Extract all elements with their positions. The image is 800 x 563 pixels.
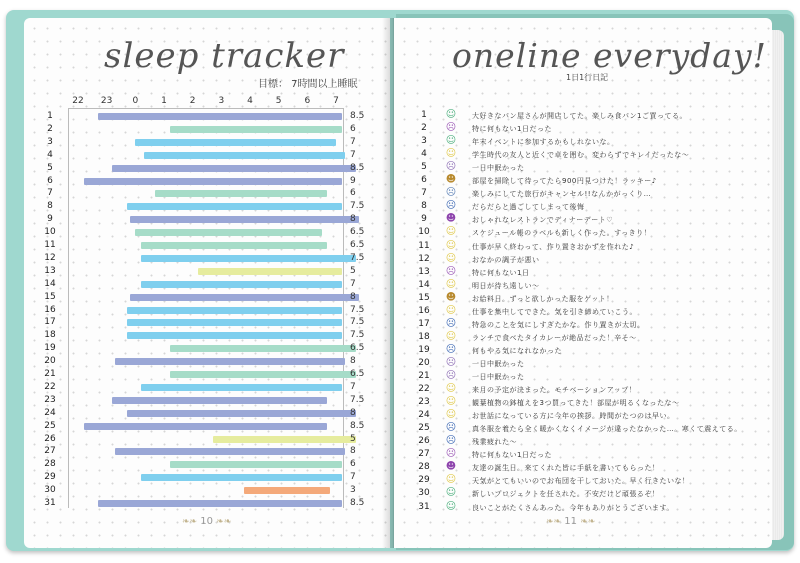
sleep-bar bbox=[135, 229, 321, 236]
day-label: 16 bbox=[44, 304, 56, 315]
mood-face-icon: ☹ bbox=[445, 356, 457, 368]
mood-face-icon: ☺ bbox=[445, 226, 457, 238]
mood-face-icon: ☺ bbox=[445, 148, 457, 160]
diary-entry-text: 観葉植物の鉢植えを3つ買ってきた！部屋が明るくなったな〜 bbox=[472, 399, 680, 408]
day-label: 4 bbox=[47, 149, 53, 160]
day-label: 8 bbox=[47, 201, 53, 212]
sleep-hours-value: 7 bbox=[350, 472, 356, 483]
sleep-bar bbox=[141, 281, 342, 288]
day-label: 10 bbox=[44, 227, 56, 238]
chart-top-line bbox=[68, 108, 344, 109]
sleep-hours-value: 9 bbox=[350, 175, 356, 186]
sleep-hours-value: 8.5 bbox=[350, 111, 365, 121]
sleep-bar bbox=[127, 332, 342, 339]
diary-entry-text: 仕事が早く終わって、作り置きおかずを作れた♪ bbox=[472, 242, 635, 251]
sleep-bar bbox=[155, 190, 327, 197]
day-label: 21 bbox=[44, 369, 56, 379]
diary-day-number: 7 bbox=[421, 188, 427, 199]
sleep-bar bbox=[127, 307, 342, 314]
mood-face-icon: ☹ bbox=[445, 265, 457, 277]
sleep-hours-value: 6 bbox=[350, 188, 356, 199]
day-label: 2 bbox=[47, 123, 53, 134]
mood-face-icon: ☹ bbox=[445, 435, 457, 447]
diary-day-number: 14 bbox=[418, 279, 430, 290]
sleep-bar bbox=[141, 474, 342, 481]
diary-day-number: 27 bbox=[418, 449, 430, 460]
sleep-hours-value: 6 bbox=[350, 123, 356, 134]
sleep-bar bbox=[84, 423, 328, 430]
right-page-footer bbox=[546, 516, 595, 527]
day-label: 25 bbox=[44, 420, 56, 431]
sleep-hours-value: 8.5 bbox=[350, 162, 365, 173]
day-label: 12 bbox=[44, 252, 56, 263]
diary-day-number: 11 bbox=[418, 240, 430, 251]
sleep-bar bbox=[170, 371, 356, 378]
leaf-ornament-icon: ❧❧ bbox=[216, 517, 232, 527]
diary-entry-text: 特急のことを気にしすぎたかな。作り置きが大切。 bbox=[472, 320, 645, 329]
sleep-bar bbox=[141, 255, 356, 262]
diary-entry-text: 特に何もない1日だった bbox=[472, 451, 552, 460]
mood-face-icon: ☹ bbox=[445, 422, 457, 434]
day-label: 29 bbox=[44, 472, 56, 483]
diary-entry-text: お給料日。ずっと欲しかった服をゲット！ bbox=[472, 294, 614, 303]
sleep-hours-value: 7 bbox=[350, 149, 356, 160]
mood-face-icon: ☹ bbox=[445, 200, 457, 212]
sleep-hours-value: 7 bbox=[350, 136, 356, 147]
sleep-hours-value: 5 bbox=[350, 433, 356, 444]
diary-day-number: 19 bbox=[418, 344, 430, 355]
sleep-bar bbox=[141, 384, 342, 391]
diary-day-number: 22 bbox=[418, 384, 430, 395]
diary-entry-text: 新しいプロジェクトを任された。不安だけど頑張るぞ！ bbox=[472, 490, 660, 499]
diary-entry-text: 特に何もない1日 bbox=[472, 268, 530, 277]
sleep-bar bbox=[98, 113, 342, 120]
sleep-hours-value: 7.5 bbox=[350, 317, 365, 328]
sleep-hours-value: 7 bbox=[350, 381, 356, 392]
sleep-hours-value: 6 bbox=[350, 459, 356, 470]
oneline-everyday-title: oneline everyday! bbox=[452, 36, 767, 75]
diary-entry-text: 来月の予定が決まった。モチベーションアップ！ bbox=[472, 386, 637, 395]
diary-day-number: 1 bbox=[421, 110, 427, 120]
day-label: 27 bbox=[44, 446, 56, 457]
diary-entry-text: 友達の誕生日。来てくれた皆に手紙を書いてもらった！ bbox=[472, 464, 660, 473]
sleep-bar bbox=[130, 216, 359, 223]
mood-face-icon: ☹ bbox=[445, 343, 457, 355]
diary-entry-text: スケジュール帳のラベルも新しく作った。すっきり！ bbox=[472, 229, 652, 238]
diary-day-number: 4 bbox=[421, 149, 427, 160]
chart-left-line bbox=[68, 108, 69, 508]
sleep-goal: 目標： 7時間以上睡眠 bbox=[258, 79, 358, 90]
mood-face-icon: ☺ bbox=[445, 109, 457, 120]
mood-face-icon: ☹ bbox=[445, 317, 457, 329]
sleep-bar bbox=[135, 139, 336, 146]
sleep-bar bbox=[141, 242, 327, 249]
sleep-hours-value: 8 bbox=[350, 407, 356, 418]
diary-entry-text: 年末イベントに参加するかもしれないな。 bbox=[472, 138, 615, 147]
sleep-bar bbox=[84, 178, 342, 185]
diary-entry-text: 天気がとてもいいのでお布団を干しておいた。早く行きたいな！ bbox=[472, 477, 690, 486]
sleep-hours-value: 8 bbox=[350, 291, 356, 302]
diary-entry-text: 真冬服を着たら全く暖かくなくイメージが違ったなかった…。寒くて震えてる。 bbox=[472, 425, 742, 434]
diary-day-number: 16 bbox=[418, 305, 430, 316]
day-label: 23 bbox=[44, 394, 56, 405]
sleep-bar bbox=[115, 358, 344, 365]
hour-tick-label: 1 bbox=[161, 96, 167, 106]
diary-entry-text: だらだらと過ごしてしまって後悔 bbox=[472, 203, 585, 212]
diary-day-number: 30 bbox=[418, 488, 430, 499]
mood-face-icon: ☺ bbox=[445, 396, 457, 408]
diary-entry-text: 一日中眠かった bbox=[472, 164, 525, 173]
mood-face-icon: ☺ bbox=[445, 304, 457, 316]
mood-face-icon: ☺ bbox=[445, 474, 457, 486]
day-label: 14 bbox=[44, 278, 56, 289]
sleep-hours-value: 6.5 bbox=[350, 240, 365, 250]
diary-day-number: 24 bbox=[418, 410, 430, 421]
diary-entry-text: お世話になっている方に今年の挨拶。時間がたつのは早い。 bbox=[472, 412, 675, 421]
diary-day-number: 9 bbox=[421, 214, 427, 225]
sleep-hours-value: 7.5 bbox=[350, 394, 365, 405]
diary-entry-text: おしゃれなレストランでディナーデート♡ bbox=[472, 216, 614, 225]
hour-tick-label: 5 bbox=[275, 96, 282, 106]
mood-face-icon: ☻ bbox=[445, 213, 457, 225]
sleep-bar bbox=[170, 461, 342, 468]
mood-face-icon: ☻ bbox=[445, 174, 457, 186]
day-label: 11 bbox=[44, 240, 56, 250]
diary-day-number: 6 bbox=[421, 175, 427, 186]
diary-entry-text: 何もやる気になれなかった bbox=[472, 346, 562, 355]
sleep-hours-value: 6.5 bbox=[350, 369, 365, 379]
day-label: 24 bbox=[44, 407, 56, 418]
diary-day-number: 29 bbox=[418, 475, 430, 486]
page-stack-edge bbox=[770, 30, 784, 540]
sleep-bar bbox=[170, 345, 356, 352]
sleep-bar bbox=[115, 448, 344, 455]
day-label: 17 bbox=[44, 317, 56, 328]
day-label: 20 bbox=[44, 356, 56, 367]
sleep-bar bbox=[244, 487, 330, 494]
sleep-bar bbox=[112, 397, 327, 404]
mood-face-icon: ☹ bbox=[445, 187, 457, 199]
sleep-hours-value: 8.5 bbox=[350, 420, 365, 431]
day-label: 31 bbox=[44, 498, 56, 508]
day-label: 22 bbox=[44, 381, 56, 392]
sleep-bar bbox=[144, 152, 345, 159]
day-label: 6 bbox=[47, 175, 53, 186]
diary-entry-text: 仕事を集中してできた。気を引き締めていこう。 bbox=[472, 307, 637, 316]
mood-face-icon: ☹ bbox=[445, 448, 457, 460]
sleep-bar bbox=[127, 203, 342, 210]
diary-entry-text: 大好きなパン屋さんが開店してた。楽しみ食パン1ご買ってる。 bbox=[472, 112, 687, 120]
leaf-ornament-icon: ❧❧ bbox=[182, 517, 198, 527]
diary-entry-text: 残業疲れた〜 bbox=[472, 438, 517, 447]
mood-face-icon: ☹ bbox=[445, 161, 457, 173]
sleep-bar bbox=[112, 165, 356, 172]
sleep-bar bbox=[127, 407, 356, 418]
sleep-hours-value: 3 bbox=[350, 485, 356, 496]
sleep-bar bbox=[170, 126, 342, 133]
diary-entry-text: 良いことがたくさんあった。今年もありがとうございます。 bbox=[472, 503, 674, 512]
mood-face-icon: ☺ bbox=[445, 252, 457, 264]
mood-face-icon: ☺ bbox=[445, 239, 457, 251]
diary-day-number: 20 bbox=[418, 357, 430, 368]
day-label: 5 bbox=[47, 162, 53, 173]
hour-tick-label: 7 bbox=[333, 96, 339, 106]
diary-day-number: 15 bbox=[418, 292, 430, 303]
sleep-hours-value: 7.5 bbox=[350, 304, 365, 315]
leaf-ornament-icon: ❧❧ bbox=[546, 517, 562, 527]
diary-entry-text: 明日が待ち遠しい〜 bbox=[472, 281, 540, 290]
day-label: 9 bbox=[47, 214, 53, 225]
diary-entry-text: ランチで食べたタイカレーが絶品だった！辛そ〜 bbox=[472, 333, 637, 342]
diary-entry-text: 特に何もない1日だった bbox=[472, 125, 552, 134]
day-label: 1 bbox=[47, 111, 53, 121]
hour-tick-label: 2 bbox=[189, 96, 196, 106]
mood-face-icon: ☹ bbox=[445, 370, 457, 381]
diary-day-number: 8 bbox=[421, 201, 427, 212]
mood-face-icon: ☺ bbox=[445, 135, 457, 147]
hour-tick-label: 23 bbox=[100, 96, 113, 106]
right-page-number: 11 bbox=[564, 516, 578, 527]
sleep-tracker-title: sleep tracker bbox=[104, 36, 345, 76]
oneline-subtitle: 1日1行日記 bbox=[566, 73, 609, 82]
day-label: 15 bbox=[44, 291, 56, 302]
hour-tick-label: 22 bbox=[72, 96, 84, 106]
day-label: 26 bbox=[44, 433, 56, 444]
sleep-bar bbox=[213, 433, 356, 444]
hour-tick-label: 4 bbox=[247, 96, 253, 106]
day-label: 7 bbox=[47, 188, 53, 199]
mood-face-icon: ☺ bbox=[445, 500, 457, 512]
day-label: 19 bbox=[44, 343, 56, 354]
sleep-hours-value: 6.5 bbox=[350, 227, 365, 238]
sleep-bar bbox=[98, 500, 342, 507]
hour-tick-label: 3 bbox=[218, 96, 225, 106]
mood-face-icon: ☻ bbox=[445, 291, 457, 303]
sleep-hours-value: 8 bbox=[350, 356, 356, 367]
diary-day-number: 2 bbox=[421, 123, 427, 134]
diary-entry-text: 楽しみにしてた旅行がキャンセル!!なんかがっくり… bbox=[472, 190, 652, 199]
diary-day-number: 23 bbox=[418, 397, 430, 408]
mood-face-icon: ☺ bbox=[445, 278, 457, 290]
diary-entry-text: 学生時代の友人と近くで卓を囲む。変わらずでキレイだったな〜 bbox=[472, 151, 690, 160]
mood-face-icon: ☹ bbox=[445, 122, 457, 134]
day-label: 13 bbox=[44, 265, 56, 276]
diary-entry-text: 一日中眠かった bbox=[472, 359, 525, 368]
left-page-footer bbox=[182, 516, 231, 527]
mood-face-icon: ☺ bbox=[445, 409, 457, 421]
diary-day-number: 13 bbox=[418, 266, 430, 277]
diary-day-number: 31 bbox=[418, 501, 430, 512]
mood-face-icon: ☺ bbox=[445, 487, 457, 499]
sleep-hours-value: 7 bbox=[350, 278, 356, 289]
hour-tick-label: 6 bbox=[304, 96, 311, 106]
hour-tick-label: 0 bbox=[132, 96, 139, 106]
day-label: 18 bbox=[44, 330, 56, 341]
sleep-hours-value: 7.5 bbox=[350, 252, 365, 263]
sleep-hours-value: 8 bbox=[350, 214, 356, 225]
day-label: 3 bbox=[47, 136, 53, 147]
diary-entry-text: 一日中眠かった bbox=[472, 373, 525, 381]
diary-day-number: 17 bbox=[418, 318, 430, 329]
sleep-hours-value: 7.5 bbox=[350, 201, 365, 212]
diary-day-number: 5 bbox=[421, 162, 427, 173]
sleep-hours-value: 6.5 bbox=[350, 343, 365, 354]
diary-day-number: 26 bbox=[418, 436, 430, 447]
diary-day-number: 18 bbox=[418, 331, 430, 342]
day-label: 30 bbox=[44, 485, 56, 496]
left-page-number: 10 bbox=[200, 516, 214, 527]
mood-face-icon: ☺ bbox=[445, 383, 457, 395]
diary-day-number: 10 bbox=[418, 227, 430, 238]
sleep-bar bbox=[127, 319, 342, 326]
day-label: 28 bbox=[44, 459, 56, 470]
diary-day-number: 12 bbox=[418, 253, 430, 264]
mood-face-icon: ☻ bbox=[445, 461, 457, 473]
diary-entry-text: おなかの調子が悪い bbox=[472, 255, 540, 264]
diary-day-number: 28 bbox=[418, 462, 430, 473]
sleep-hours-value: 5 bbox=[350, 265, 356, 276]
diary-day-number: 3 bbox=[421, 136, 427, 147]
leaf-ornament-icon: ❧❧ bbox=[580, 517, 596, 527]
sleep-bar bbox=[198, 268, 341, 275]
diary-day-number: 25 bbox=[418, 423, 430, 434]
mood-face-icon: ☺ bbox=[445, 330, 457, 342]
sleep-hours-value: 8.5 bbox=[350, 498, 365, 508]
sleep-hours-value: 7.5 bbox=[350, 330, 365, 341]
sleep-bar bbox=[130, 291, 359, 302]
sleep-hours-value: 8 bbox=[350, 446, 356, 457]
diary-entry-text: 部屋を掃除して待ってたら900円見つけた！ラッキー♪ bbox=[472, 177, 657, 186]
diary-day-number: 21 bbox=[418, 371, 430, 381]
